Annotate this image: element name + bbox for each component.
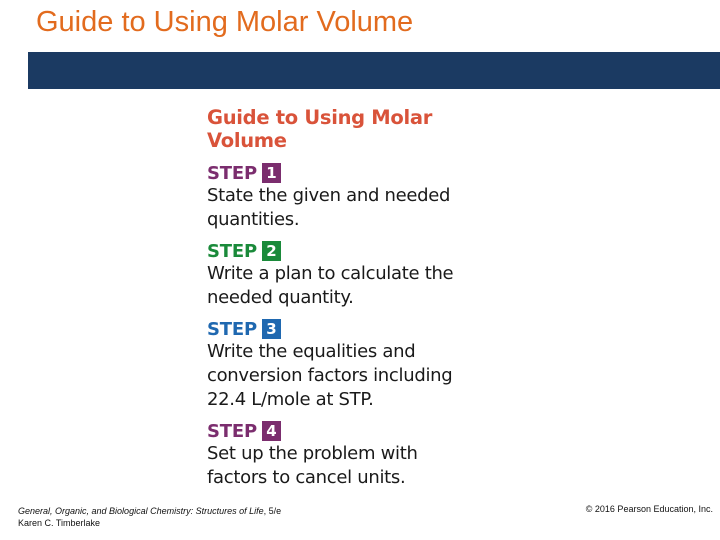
step-1-label [207,162,507,184]
title-bar [28,52,720,89]
step-number-badge: 3 [262,319,281,339]
step-2-line-2: needed quantity. [207,287,354,308]
step-4-line-1: Set up the problem with [207,443,418,464]
step-number-badge: 4 [262,421,281,441]
footer-book-title: General, Organic, and Biological Chemistry: Structures of Life [18,506,264,516]
slide-title: Guide to Using Molar Volume [36,6,414,38]
step-number-badge: 1 [262,163,281,183]
step-1-line-2: quantities. [207,209,300,230]
step-3-label [207,318,507,340]
step-word: STEP [207,162,257,184]
step-word: STEP [207,318,257,340]
step-number-badge: 2 [262,241,281,261]
guide-heading: Guide to Using Molar Volume [207,106,433,152]
step-4-label [207,420,507,442]
step-word: STEP [207,420,257,442]
step-word: STEP [207,240,257,262]
step-1 [207,162,507,232]
step-4-line-2: factors to cancel units. [207,467,406,488]
guide-box [207,106,507,498]
step-3-line-1: Write the equalities and [207,341,416,362]
footer-author: Karen C. Timberlake [18,518,101,528]
step-3-line-2: conversion factors including [207,365,453,386]
step-2-label [207,240,507,262]
footer-book-line [18,505,281,517]
step-2-line-1: Write a plan to calculate the [207,263,454,284]
footer-copyright: © 2016 Pearson Education, Inc. [585,504,713,514]
footer-citation [18,505,281,529]
step-2 [207,240,507,310]
footer-edition: , 5/e [263,506,282,516]
step-4 [207,420,507,490]
step-3 [207,318,507,412]
step-3-line-3: 22.4 L/mole at STP. [207,389,374,410]
step-1-line-1: State the given and needed [207,185,451,206]
